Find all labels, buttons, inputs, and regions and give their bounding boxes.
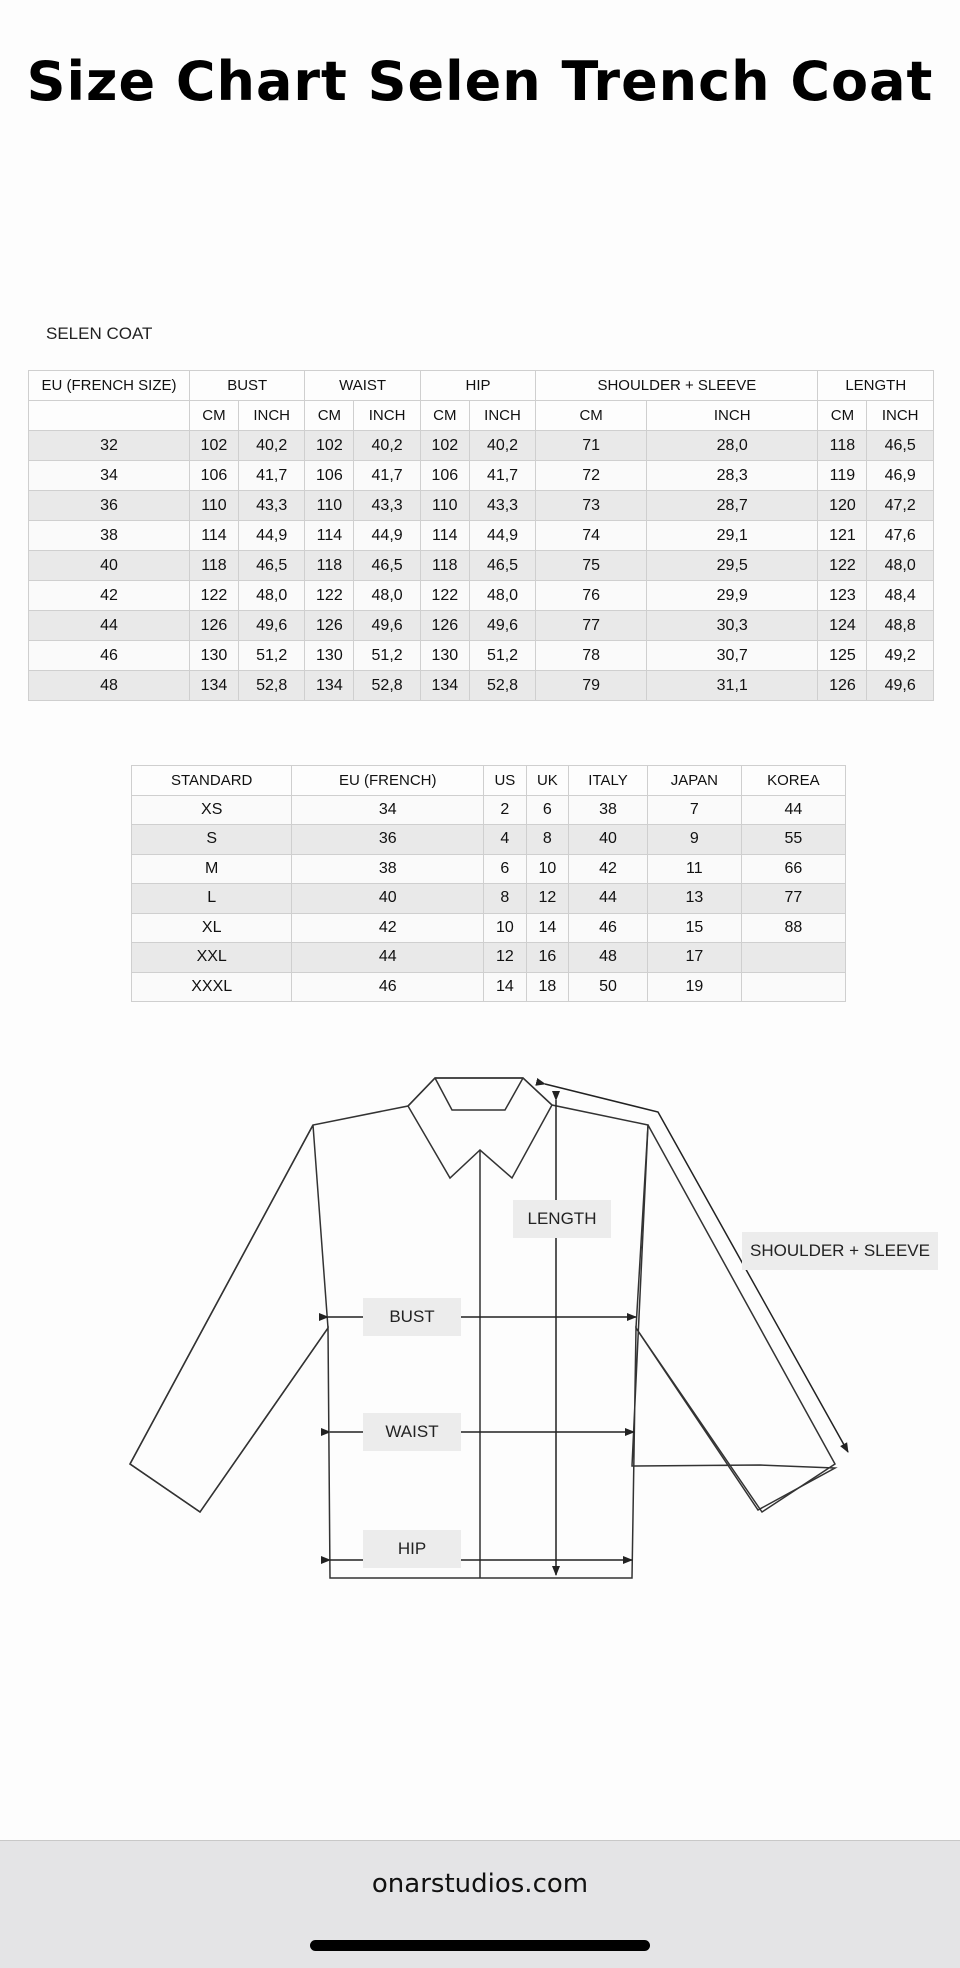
table-row — [132, 884, 846, 914]
coat-diagram — [0, 1060, 960, 1620]
value-cell: 114 — [420, 521, 469, 551]
value-cell: 28,7 — [646, 491, 817, 521]
group-header: WAIST — [305, 371, 420, 401]
value-cell: 48,0 — [867, 551, 934, 581]
conversion-cell: 50 — [569, 972, 648, 1002]
table-row — [29, 641, 934, 671]
standard-size-cell: S — [132, 825, 292, 855]
conversion-cell: 44 — [292, 943, 484, 973]
value-cell: 49,6 — [867, 671, 934, 701]
standard-size-cell: L — [132, 884, 292, 914]
value-cell: 40,2 — [469, 431, 536, 461]
size-cell: 48 — [29, 671, 190, 701]
conversion-header: JAPAN — [647, 766, 741, 796]
table-row — [132, 972, 846, 1002]
hip-label: HIP — [363, 1530, 461, 1568]
table-row — [29, 581, 934, 611]
value-cell: 126 — [818, 671, 867, 701]
value-cell: 41,7 — [238, 461, 305, 491]
unit-header: INCH — [646, 401, 817, 431]
value-cell: 72 — [536, 461, 647, 491]
unit-header: CM — [190, 401, 239, 431]
conversion-cell: 8 — [484, 884, 527, 914]
conversion-header: US — [484, 766, 527, 796]
value-cell: 130 — [305, 641, 354, 671]
value-cell: 28,3 — [646, 461, 817, 491]
value-cell: 48,0 — [354, 581, 421, 611]
value-cell: 118 — [190, 551, 239, 581]
conversion-cell: 55 — [741, 825, 845, 855]
value-cell: 49,6 — [354, 611, 421, 641]
value-cell: 118 — [818, 431, 867, 461]
conversion-cell: 14 — [526, 913, 569, 943]
conversion-cell: 12 — [526, 884, 569, 914]
conversion-cell: 15 — [647, 913, 741, 943]
conversion-cell: 88 — [741, 913, 845, 943]
standard-size-cell: XL — [132, 913, 292, 943]
group-header: HIP — [420, 371, 535, 401]
conversion-cell: 11 — [647, 854, 741, 884]
conversion-header-row — [132, 766, 846, 796]
table-row — [29, 671, 934, 701]
unit-header: CM — [305, 401, 354, 431]
conversion-cell: 40 — [292, 884, 484, 914]
home-indicator[interactable] — [310, 1940, 650, 1951]
unit-header: CM — [420, 401, 469, 431]
value-cell: 46,9 — [867, 461, 934, 491]
value-cell: 31,1 — [646, 671, 817, 701]
table-row — [29, 611, 934, 641]
left-sleeve — [130, 1125, 328, 1512]
value-cell: 110 — [190, 491, 239, 521]
conversion-cell: 46 — [292, 972, 484, 1002]
value-cell: 43,3 — [469, 491, 536, 521]
conversion-cell: 77 — [741, 884, 845, 914]
conversion-cell: 7 — [647, 795, 741, 825]
conversion-cell: 48 — [569, 943, 648, 973]
value-cell: 102 — [190, 431, 239, 461]
value-cell: 122 — [305, 581, 354, 611]
value-cell: 52,8 — [238, 671, 305, 701]
conversion-cell: 10 — [484, 913, 527, 943]
value-cell: 130 — [190, 641, 239, 671]
conversion-header: ITALY — [569, 766, 648, 796]
conversion-cell: 4 — [484, 825, 527, 855]
size-cell: 32 — [29, 431, 190, 461]
value-cell: 52,8 — [354, 671, 421, 701]
table-row — [29, 491, 934, 521]
value-cell: 44,9 — [469, 521, 536, 551]
value-cell: 44,9 — [238, 521, 305, 551]
conversion-cell: 16 — [526, 943, 569, 973]
value-cell: 48,8 — [867, 611, 934, 641]
value-cell: 106 — [420, 461, 469, 491]
value-cell: 114 — [190, 521, 239, 551]
value-cell: 49,6 — [238, 611, 305, 641]
conversion-header: STANDARD — [132, 766, 292, 796]
value-cell: 122 — [818, 551, 867, 581]
standard-size-cell: XXXL — [132, 972, 292, 1002]
value-cell: 43,3 — [354, 491, 421, 521]
conversion-cell: 17 — [647, 943, 741, 973]
value-cell: 126 — [305, 611, 354, 641]
bust-label: BUST — [363, 1298, 461, 1336]
value-cell: 73 — [536, 491, 647, 521]
conversion-cell: 66 — [741, 854, 845, 884]
value-cell: 48,0 — [469, 581, 536, 611]
unit-header: CM — [536, 401, 647, 431]
page-title: Size Chart Selen Trench Coat — [26, 50, 934, 113]
value-cell: 46,5 — [469, 551, 536, 581]
value-cell: 124 — [818, 611, 867, 641]
size-cell: 46 — [29, 641, 190, 671]
value-cell: 44,9 — [354, 521, 421, 551]
table-row — [29, 461, 934, 491]
value-cell: 30,7 — [646, 641, 817, 671]
conversion-cell: 38 — [292, 854, 484, 884]
conversion-cell: 19 — [647, 972, 741, 1002]
conversion-cell: 40 — [569, 825, 648, 855]
value-cell: 47,6 — [867, 521, 934, 551]
value-cell: 122 — [420, 581, 469, 611]
size-conversion-table — [131, 765, 846, 1002]
table-row — [132, 825, 846, 855]
value-cell: 40,2 — [354, 431, 421, 461]
value-cell: 134 — [305, 671, 354, 701]
value-cell: 41,7 — [354, 461, 421, 491]
value-cell: 30,3 — [646, 611, 817, 641]
section-label: SELEN COAT — [46, 324, 153, 343]
value-cell: 43,3 — [238, 491, 305, 521]
size-cell: 40 — [29, 551, 190, 581]
value-cell: 121 — [818, 521, 867, 551]
value-cell: 125 — [818, 641, 867, 671]
waist-label: WAIST — [363, 1413, 461, 1451]
standard-size-cell: M — [132, 854, 292, 884]
standard-size-cell: XXL — [132, 943, 292, 973]
shoulder-sleeve-label: SHOULDER + SLEEVE — [742, 1232, 938, 1270]
value-cell: 71 — [536, 431, 647, 461]
table-row — [132, 913, 846, 943]
group-header: EU (FRENCH SIZE) — [29, 371, 190, 401]
conversion-header: KOREA — [741, 766, 845, 796]
value-cell: 118 — [420, 551, 469, 581]
table-row — [29, 551, 934, 581]
conversion-cell: 38 — [569, 795, 648, 825]
table-row — [29, 521, 934, 551]
conversion-header: EU (FRENCH) — [292, 766, 484, 796]
unit-header: INCH — [469, 401, 536, 431]
value-cell: 52,8 — [469, 671, 536, 701]
value-cell: 126 — [420, 611, 469, 641]
conversion-cell: 6 — [526, 795, 569, 825]
conversion-cell: 18 — [526, 972, 569, 1002]
value-cell: 119 — [818, 461, 867, 491]
value-cell: 47,2 — [867, 491, 934, 521]
value-cell: 29,9 — [646, 581, 817, 611]
value-cell: 40,2 — [238, 431, 305, 461]
value-cell: 29,1 — [646, 521, 817, 551]
table-row — [29, 431, 934, 461]
value-cell: 76 — [536, 581, 647, 611]
standard-size-cell: XS — [132, 795, 292, 825]
conversion-cell: 9 — [647, 825, 741, 855]
value-cell: 41,7 — [469, 461, 536, 491]
value-cell: 49,2 — [867, 641, 934, 671]
value-cell: 51,2 — [238, 641, 305, 671]
value-cell: 74 — [536, 521, 647, 551]
value-cell: 46,5 — [238, 551, 305, 581]
value-cell: 46,5 — [867, 431, 934, 461]
size-cell: 38 — [29, 521, 190, 551]
value-cell: 48,4 — [867, 581, 934, 611]
size-cell: 34 — [29, 461, 190, 491]
unit-header-row — [29, 401, 934, 431]
value-cell: 134 — [190, 671, 239, 701]
value-cell: 79 — [536, 671, 647, 701]
value-cell: 102 — [305, 431, 354, 461]
value-cell: 120 — [818, 491, 867, 521]
conversion-cell: 46 — [569, 913, 648, 943]
value-cell: 78 — [536, 641, 647, 671]
table-row — [132, 795, 846, 825]
group-header-row — [29, 371, 934, 401]
value-cell: 51,2 — [354, 641, 421, 671]
browser-footer — [0, 1840, 960, 1968]
value-cell: 123 — [818, 581, 867, 611]
conversion-cell: 10 — [526, 854, 569, 884]
value-cell: 51,2 — [469, 641, 536, 671]
conversion-cell: 42 — [569, 854, 648, 884]
unit-header: INCH — [238, 401, 305, 431]
value-cell: 106 — [305, 461, 354, 491]
value-cell: 77 — [536, 611, 647, 641]
conversion-cell: 12 — [484, 943, 527, 973]
conversion-cell: 2 — [484, 795, 527, 825]
conversion-cell: 44 — [569, 884, 648, 914]
group-header: BUST — [190, 371, 305, 401]
conversion-cell: 44 — [741, 795, 845, 825]
conversion-cell: 13 — [647, 884, 741, 914]
group-header: SHOULDER + SLEEVE — [536, 371, 818, 401]
conversion-cell: 8 — [526, 825, 569, 855]
unit-header: INCH — [354, 401, 421, 431]
value-cell: 114 — [305, 521, 354, 551]
size-cell: 42 — [29, 581, 190, 611]
value-cell: 29,5 — [646, 551, 817, 581]
value-cell: 102 — [420, 431, 469, 461]
right-sleeve — [636, 1125, 835, 1512]
value-cell: 75 — [536, 551, 647, 581]
conversion-cell: 34 — [292, 795, 484, 825]
value-cell: 110 — [420, 491, 469, 521]
conversion-cell — [741, 943, 845, 973]
unit-header: CM — [818, 401, 867, 431]
conversion-header: UK — [526, 766, 569, 796]
value-cell: 110 — [305, 491, 354, 521]
conversion-cell: 42 — [292, 913, 484, 943]
size-cell: 44 — [29, 611, 190, 641]
measurement-table — [28, 370, 934, 701]
value-cell: 134 — [420, 671, 469, 701]
unit-header: INCH — [867, 401, 934, 431]
size-cell: 36 — [29, 491, 190, 521]
value-cell: 49,6 — [469, 611, 536, 641]
conversion-cell: 36 — [292, 825, 484, 855]
value-cell: 130 — [420, 641, 469, 671]
conversion-cell — [741, 972, 845, 1002]
unit-header — [29, 401, 190, 431]
value-cell: 126 — [190, 611, 239, 641]
length-label: LENGTH — [513, 1200, 611, 1238]
value-cell: 122 — [190, 581, 239, 611]
value-cell: 118 — [305, 551, 354, 581]
value-cell: 28,0 — [646, 431, 817, 461]
group-header: LENGTH — [818, 371, 934, 401]
value-cell: 46,5 — [354, 551, 421, 581]
conversion-cell: 6 — [484, 854, 527, 884]
value-cell: 48,0 — [238, 581, 305, 611]
table-row — [132, 943, 846, 973]
value-cell: 106 — [190, 461, 239, 491]
url-text[interactable]: onarstudios.com — [371, 1869, 589, 1899]
conversion-cell: 14 — [484, 972, 527, 1002]
table-row — [132, 854, 846, 884]
